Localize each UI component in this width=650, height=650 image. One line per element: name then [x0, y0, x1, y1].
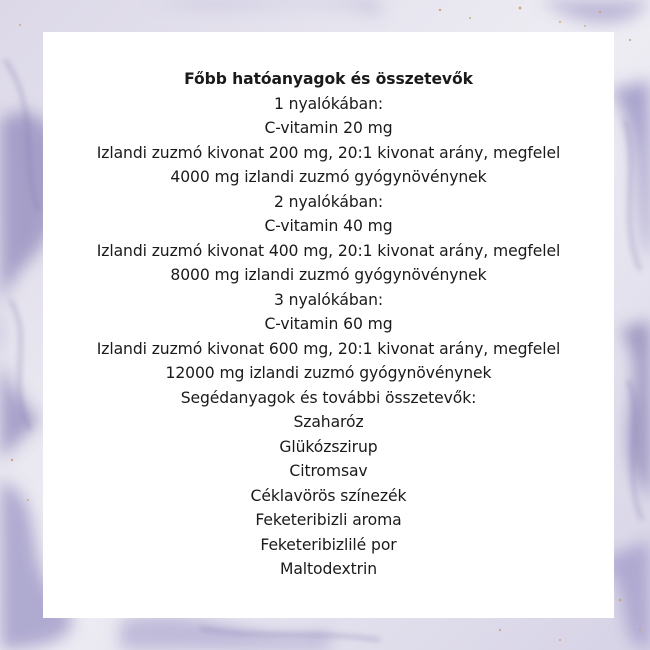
ingredient-line: Feketeribizli aroma — [255, 511, 402, 529]
ingredient-line: Céklavörös színezék — [250, 486, 407, 505]
ingredients-title: Főbb hatóanyagok és összetevők — [184, 70, 473, 88]
ingredient-line: Izlandi zuzmó kivonat 200 mg, 20:1 kivonat arány, megfelel — [96, 143, 561, 162]
ingredient-line: C-vitamin 40 mg — [264, 217, 393, 235]
ingredient-line: C-vitamin 20 mg — [264, 119, 393, 137]
ingredient-line: Glükózszirup — [279, 437, 378, 456]
ingredient-line: Szaharóz — [293, 413, 364, 431]
ingredient-line: C-vitamin 60 mg — [264, 315, 393, 333]
ingredient-line: 3 nyalókában: — [273, 290, 384, 309]
ingredient-line: Feketeribizlilé por — [260, 535, 397, 554]
ingredient-line: Citromsav — [289, 462, 368, 480]
ingredient-line: 8000 mg izlandi zuzmó gyógynövénynek — [170, 266, 487, 284]
ingredient-line: Maltodextrin — [280, 560, 377, 578]
ingredient-line: 2 nyalókában: — [273, 192, 384, 211]
ingredient-line: 4000 mg izlandi zuzmó gyógynövénynek — [170, 168, 487, 186]
ingredients-card — [43, 32, 614, 618]
ingredient-line: Segédanyagok és további összetevők: — [180, 388, 477, 407]
ingredient-line: 12000 mg izlandi zuzmó gyógynövénynek — [165, 364, 492, 382]
ingredient-line: 1 nyalókában: — [273, 94, 384, 113]
ingredient-line: Izlandi zuzmó kivonat 600 mg, 20:1 kivonat arány, megfelel — [96, 339, 561, 358]
ingredient-line: Izlandi zuzmó kivonat 400 mg, 20:1 kivonat arány, megfelel — [96, 241, 561, 260]
